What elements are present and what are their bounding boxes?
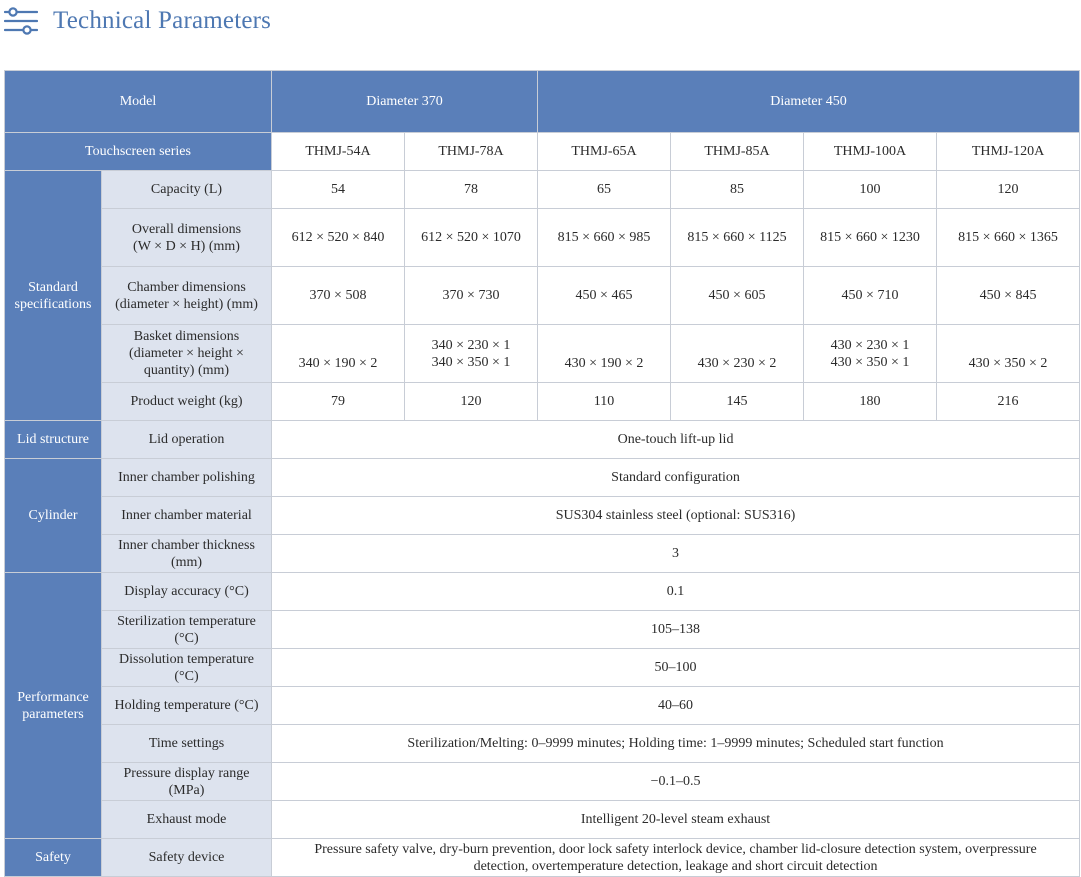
product-weight-value: 110 [538, 383, 671, 421]
overall-dimensions-value: 612 × 520 × 840 [272, 209, 405, 267]
table-row-pressure-display-range [5, 763, 1080, 801]
chamber-dimensions-value: 450 × 845 [937, 267, 1080, 325]
inner-chamber-polishing-value: Standard configuration [272, 459, 1080, 497]
table-row-inner-chamber-thickness [5, 535, 1080, 573]
table-row-basket-dimensions [5, 325, 1080, 383]
dissolution-temperature-value: 50–100 [272, 649, 1080, 687]
row-label-basket-dimensions: Basket dimensions (diameter × height × quantity) (mm) [102, 325, 272, 383]
model-header: Model [5, 71, 272, 133]
group-standard-specifications: Standard specifications [5, 171, 102, 421]
basket-dimensions-value: 340 × 190 × 2 [272, 325, 405, 383]
pressure-display-range-value: −0.1–0.5 [272, 763, 1080, 801]
chamber-dimensions-value: 450 × 605 [671, 267, 804, 325]
row-label-pressure-display-range: Pressure display range (MPa) [102, 763, 272, 801]
table-row-capacity [5, 171, 1080, 209]
table-row-inner-chamber-material [5, 497, 1080, 535]
product-weight-value: 216 [937, 383, 1080, 421]
model-name: THMJ-78A [405, 133, 538, 171]
overall-dimensions-value: 815 × 660 × 985 [538, 209, 671, 267]
sterilization-temperature-value: 105–138 [272, 611, 1080, 649]
group-lid-structure: Lid structure [5, 421, 102, 459]
basket-dimensions-value: 430 × 230 × 2 [671, 325, 804, 383]
row-label-time-settings: Time settings [102, 725, 272, 763]
capacity-value: 78 [405, 171, 538, 209]
diameter-450-header: Diameter 450 [538, 71, 1080, 133]
inner-chamber-material-value: SUS304 stainless steel (optional: SUS316) [272, 497, 1080, 535]
row-label-safety-device: Safety device [102, 839, 272, 877]
row-label-holding-temperature: Holding temperature (°C) [102, 687, 272, 725]
row-label-capacity: Capacity (L) [102, 171, 272, 209]
chamber-dimensions-value: 450 × 710 [804, 267, 937, 325]
header-row-series [5, 133, 1080, 171]
row-label-inner-chamber-polishing: Inner chamber polishing [102, 459, 272, 497]
table-row-inner-chamber-polishing [5, 459, 1080, 497]
row-label-chamber-dimensions: Chamber dimensions (diameter × height) (mm) [102, 267, 272, 325]
product-weight-value: 120 [405, 383, 538, 421]
display-accuracy-value: 0.1 [272, 573, 1080, 611]
header-row-model [5, 71, 1080, 133]
table-row-exhaust-mode [5, 801, 1080, 839]
group-performance-parameters: Performance parameters [5, 573, 102, 839]
model-name: THMJ-120A [937, 133, 1080, 171]
page-title: Technical Parameters [53, 7, 272, 34]
row-label-inner-chamber-thickness: Inner chamber thickness (mm) [102, 535, 272, 573]
overall-dimensions-value: 815 × 660 × 1365 [937, 209, 1080, 267]
model-name: THMJ-54A [272, 133, 405, 171]
product-weight-value: 79 [272, 383, 405, 421]
capacity-value: 120 [937, 171, 1080, 209]
safety-device-value: Pressure safety valve, dry-burn prevention, door lock safety interlock device, chamber lid-closure detection system, overpressure detection, overtemperature detection, leakage and short circuit detection [272, 839, 1080, 877]
table-row-chamber-dimensions [5, 267, 1080, 325]
table-row-safety-device [5, 839, 1080, 877]
capacity-value: 65 [538, 171, 671, 209]
table-row-sterilization-temperature [5, 611, 1080, 649]
overall-dimensions-value: 815 × 660 × 1125 [671, 209, 804, 267]
basket-dimensions-value: 430 × 190 × 2 [538, 325, 671, 383]
table-row-time-settings [5, 725, 1080, 763]
exhaust-mode-value: Intelligent 20-level steam exhaust [272, 801, 1080, 839]
overall-dimensions-value: 612 × 520 × 1070 [405, 209, 538, 267]
basket-dimensions-value: 340 × 230 × 1 340 × 350 × 1 [405, 325, 538, 383]
model-name: THMJ-65A [538, 133, 671, 171]
diameter-370-header: Diameter 370 [272, 71, 538, 133]
capacity-value: 100 [804, 171, 937, 209]
table-row-product-weight [5, 383, 1080, 421]
row-label-sterilization-temperature: Sterilization temperature (°C) [102, 611, 272, 649]
page-heading [4, 4, 271, 38]
parameters-table [4, 70, 1080, 877]
overall-dimensions-value: 815 × 660 × 1230 [804, 209, 937, 267]
row-label-product-weight: Product weight (kg) [102, 383, 272, 421]
inner-chamber-thickness-value: 3 [272, 535, 1080, 573]
lid-operation-value: One-touch lift-up lid [272, 421, 1080, 459]
model-name: THMJ-100A [804, 133, 937, 171]
table-row-holding-temperature [5, 687, 1080, 725]
sliders-icon [4, 6, 38, 36]
table-row-display-accuracy [5, 573, 1080, 611]
row-label-overall-dimensions: Overall dimensions (W × D × H) (mm) [102, 209, 272, 267]
table-row-dissolution-temperature [5, 649, 1080, 687]
time-settings-value: Sterilization/Melting: 0–9999 minutes; Holding time: 1–9999 minutes; Scheduled start function [272, 725, 1080, 763]
chamber-dimensions-value: 370 × 730 [405, 267, 538, 325]
row-label-dissolution-temperature: Dissolution temperature (°C) [102, 649, 272, 687]
capacity-value: 85 [671, 171, 804, 209]
chamber-dimensions-value: 370 × 508 [272, 267, 405, 325]
model-name: THMJ-85A [671, 133, 804, 171]
capacity-value: 54 [272, 171, 405, 209]
product-weight-value: 145 [671, 383, 804, 421]
group-cylinder: Cylinder [5, 459, 102, 573]
row-label-display-accuracy: Display accuracy (°C) [102, 573, 272, 611]
product-weight-value: 180 [804, 383, 937, 421]
basket-dimensions-value: 430 × 230 × 1 430 × 350 × 1 [804, 325, 937, 383]
basket-dimensions-value: 430 × 350 × 2 [937, 325, 1080, 383]
series-header: Touchscreen series [5, 133, 272, 171]
row-label-lid-operation: Lid operation [102, 421, 272, 459]
row-label-inner-chamber-material: Inner chamber material [102, 497, 272, 535]
holding-temperature-value: 40–60 [272, 687, 1080, 725]
table-row-overall-dimensions [5, 209, 1080, 267]
table-row-lid-operation [5, 421, 1080, 459]
row-label-exhaust-mode: Exhaust mode [102, 801, 272, 839]
chamber-dimensions-value: 450 × 465 [538, 267, 671, 325]
group-safety: Safety [5, 839, 102, 877]
